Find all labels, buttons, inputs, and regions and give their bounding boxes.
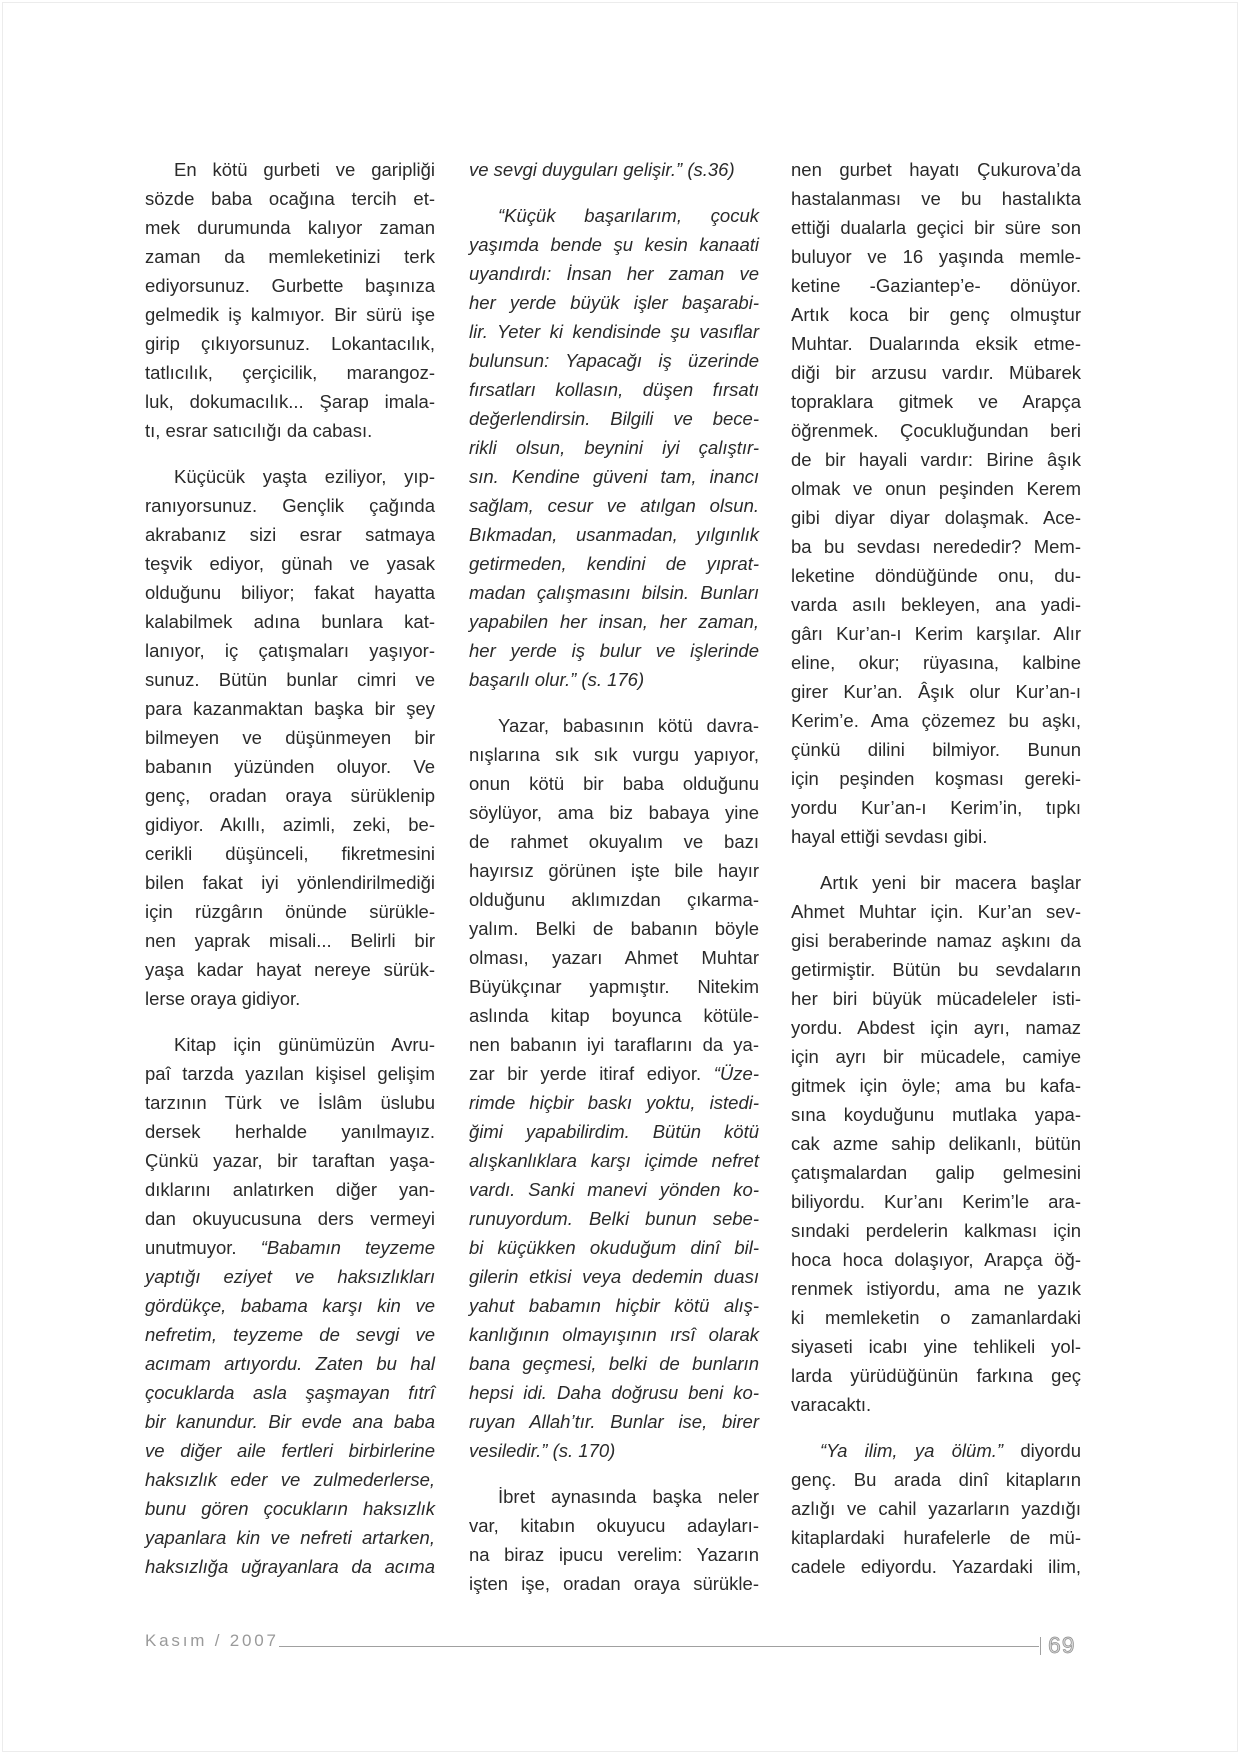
text-line: cak azme sahip delikanlı, bütün: [791, 1133, 1081, 1154]
text-line: onun kötü bir baba olduğunu: [469, 773, 759, 794]
text-line: renmek istiyordu, ama ne yazık: [791, 1278, 1081, 1299]
text-line: çünkü dilini bilmiyor. Bunun: [791, 739, 1081, 760]
text-line: yapanlara kin ve nefreti artarken,: [145, 1527, 435, 1548]
text-line: hepsi idi. Daha doğrusu beni ko-: [469, 1382, 759, 1403]
text-line: biliyordu. Kur’anı Kerim’le ara-: [791, 1191, 1081, 1212]
text-line: var, kitabın okuyucu adayları-: [469, 1515, 759, 1536]
paragraph: [791, 155, 1081, 851]
text-line: olduğunu aklımızdan çıkarma-: [469, 889, 759, 910]
text-line: vardı. Sanki manevi yönden ko-: [469, 1179, 759, 1200]
text-line: acımam artıyordu. Zaten bu hal: [145, 1353, 435, 1374]
text-line: diği bir arzusu vardır. Mübarek: [791, 362, 1081, 383]
text-line: ve sevgi duyguları gelişir.” (s.36): [469, 159, 735, 180]
text-line: [791, 1436, 1081, 1465]
text-line: gördükçe, babama karşı kin ve: [145, 1295, 435, 1316]
text-line: Ahmet Muhtar için. Kur’an sev-: [791, 901, 1081, 922]
text-line: nen yaprak misali... Belirli bir: [145, 930, 435, 951]
paragraph: [145, 155, 435, 445]
text-line: gilerin etkisi veya dedemin duası: [469, 1266, 759, 1287]
text-line: ediyorsunuz. Gurbette başınıza: [145, 275, 435, 296]
text-line: sın. Kendine güveni tam, inancı: [469, 466, 759, 487]
text-line: ruyan Allah’tır. Bunlar ise, birer: [469, 1411, 759, 1432]
text-line: aslında kitap boyunca kötüle-: [469, 1005, 759, 1026]
text-line: akrabanız sizi esrar satmaya: [145, 524, 435, 545]
text-line: ba bu sevdası nerededir? Mem-: [791, 536, 1081, 557]
text-run: diyordu: [1003, 1440, 1081, 1461]
text-line: yordu Kur’an-ı Kerim’in, tıpkı: [791, 797, 1081, 818]
text-line: yapabilen her insan, her zaman,: [469, 611, 759, 632]
text-line: Büyükçınar yapmıştır. Nitekim: [469, 976, 759, 997]
text-line: bana geçmesi, belki de bunların: [469, 1353, 759, 1374]
text-line: tı, esrar satıcılığı da cabası.: [145, 420, 373, 441]
text-line: teşvik ediyor, günah ve yasak: [145, 553, 435, 574]
text-line: runuyordum. Belki bunun sebe-: [469, 1208, 759, 1229]
text-line: kalabilmek adına bunlara kat-: [145, 611, 435, 632]
text-line: nen babanın iyi taraflarını da ya-: [469, 1034, 759, 1055]
text-line: fırsatları kollasın, düşen fırsatı: [469, 379, 759, 400]
text-line: dan okuyucusuna ders vermeyi: [145, 1208, 435, 1229]
text-line: söylüyor, ama biz babaya yine: [469, 802, 759, 823]
text-line: ketine -Gaziantep’e- dönüyor.: [791, 275, 1081, 296]
text-line: girip çıkıyorsunuz. Lokantacılık,: [145, 333, 435, 354]
paragraph: [469, 711, 759, 1465]
text-line: genç. Bu arada dinî kitapların: [791, 1469, 1081, 1490]
text-line: Kerim’e. Ama çözemez bu aşkı,: [791, 710, 1081, 731]
paragraph: [791, 1436, 1081, 1581]
text-line: de rahmet okuyalım ve bazı: [469, 831, 759, 852]
text-line: ğimi yapabilirdim. Bütün kötü: [469, 1121, 759, 1142]
text-line: yalım. Belki de babanın böyle: [469, 918, 759, 939]
column-2: [469, 155, 759, 1598]
text-line: Bıkmadan, usanmadan, yılgınlık: [469, 524, 759, 545]
text-line: sunuz. Bütün bunlar cimri ve: [145, 669, 435, 690]
text-line: yaşa kadar hayat nereye sürük-: [145, 959, 435, 980]
text-line: bunu gören çocukların haksızlık: [145, 1498, 435, 1519]
text-line: lir. Yeter ki kendisinde şu vasıflar: [469, 321, 759, 342]
text-line: yordu. Abdest için ayrı, namaz: [791, 1017, 1081, 1038]
text-run: “Üze-: [713, 1063, 759, 1084]
text-line: kitaplardaki hurafelerle de mü-: [791, 1527, 1081, 1548]
text-line: siyaseti icabı yine tehlikeli yol-: [791, 1336, 1081, 1357]
text-line: olmak ve onun peşinden Kerem: [791, 478, 1081, 499]
text-line: her biri büyük mücadeleler isti-: [791, 988, 1081, 1009]
text-line: dıklarını anlatırken diğer yan-: [145, 1179, 435, 1200]
text-line: bulunsun: Yapacağı iş üzerinde: [469, 350, 759, 371]
text-line: sına koyduğunu mutlaka yapa-: [791, 1104, 1081, 1125]
text-line: ranıyorsunuz. Gençlik çağında: [145, 495, 435, 516]
text-line: her yerde büyük işler başarabi-: [469, 292, 759, 313]
text-line: para kazanmaktan başka bir şey: [145, 698, 435, 719]
text-line: zaman da memleketinizi terk: [145, 246, 435, 267]
column-3: [791, 155, 1081, 1581]
text-line: genç, oradan oraya sürüklenip: [145, 785, 435, 806]
text-line: İbret aynasında başka neler: [498, 1486, 759, 1507]
text-line: çocuklarda asla şaşmayan fıtrî: [145, 1382, 435, 1403]
text-line: hastalanması ve bu hastalıkta: [791, 188, 1081, 209]
paragraph: [469, 201, 759, 694]
text-line: başarılı olur.” (s. 176): [469, 669, 645, 690]
text-line: eline, okur; rüyasına, kalbine: [791, 652, 1081, 673]
text-line: getirmiştir. Bütün bu sevdaların: [791, 959, 1081, 980]
text-line: ve diğer aile fertleri birbirlerine: [145, 1440, 435, 1461]
paragraph: [469, 155, 759, 184]
text-line: topraklara gitmek ve Arapça: [791, 391, 1081, 412]
text-line: haksızlığa uğrayanlara da acıma: [145, 1556, 435, 1577]
text-run: “Ya ilim, ya ölüm.”: [820, 1440, 1004, 1461]
text-line: Yazar, babasının kötü davra-: [498, 715, 759, 736]
paragraph: [469, 1482, 759, 1598]
text-line: sağlam, cesur ve atılgan olsun.: [469, 495, 759, 516]
text-line: Artık yeni bir macera başlar: [820, 872, 1081, 893]
text-line: girer Kur’an. Âşık olur Kur’an-ı: [791, 681, 1081, 702]
text-line: buluyor ve 16 yaşında memle-: [791, 246, 1081, 267]
text-line: olması, yazarı Ahmet Muhtar: [469, 947, 759, 968]
text-line: vesiledir.” (s. 170): [469, 1440, 616, 1461]
text-line: mek durumunda kalıyor zaman: [145, 217, 435, 238]
paragraph: [145, 1030, 435, 1581]
text-line: bilen fakat iyi yönlendirilmediği: [145, 872, 435, 893]
footer-rule: [279, 1646, 1039, 1647]
text-line: değerlendirsin. Bilgili ve bece-: [469, 408, 759, 429]
text-line: hayal ettiği sevdası gibi.: [791, 826, 988, 847]
text-line: bi küçükken okuduğum dinî bil-: [469, 1237, 759, 1258]
text-line: varda asılı bekleyen, ana yadi-: [791, 594, 1081, 615]
text-line: Küçücük yaşta eziliyor, yıp-: [174, 466, 435, 487]
text-line: “Küçük başarılarım, çocuk: [498, 205, 759, 226]
text-line: nen gurbet hayatı Çukurova’da: [791, 159, 1081, 180]
paragraph: [145, 462, 435, 1013]
text-line: bilmeyen ve düşünmeyen bir: [145, 727, 435, 748]
text-line: bir kanundur. Bir evde ana baba: [145, 1411, 435, 1432]
text-line: getirmeden, kendini de yıprat-: [469, 553, 759, 574]
text-line: babanın yüzünden oluyor. Ve: [145, 756, 435, 777]
text-line: luk, dokumacılık... Şarap imala-: [145, 391, 435, 412]
column-1: [145, 155, 435, 1581]
text-line: sındaki perdelerin kalkması için: [791, 1220, 1081, 1241]
footer-date: Kasım / 2007: [145, 1631, 279, 1650]
text-line: de bir hayali vardır: Birine âşık: [791, 449, 1081, 470]
text-line: paî tarzda yazılan kişisel gelişim: [145, 1063, 435, 1084]
text-line: her yerde iş bulur ve işlerinde: [469, 640, 759, 661]
text-line: için rüzgârın önünde sürükle-: [145, 901, 435, 922]
text-run: “Babamın teyzeme: [260, 1237, 435, 1258]
text-line: Artık koca bir genç olmuştur: [791, 304, 1081, 325]
paragraph: [791, 868, 1081, 1419]
text-line: hoca hoca dolaşıyor, Arapça öğ-: [791, 1249, 1081, 1270]
text-line: gitmek için öyle; ama bu kafa-: [791, 1075, 1081, 1096]
text-line: için peşinden koşması gereki-: [791, 768, 1081, 789]
text-line: kanlığının olmayışının ırsî olarak: [469, 1324, 759, 1345]
text-line: uyandırdı: İnsan her zaman ve: [469, 263, 759, 284]
text-line: nışlarına sık sık vurgu yapıyor,: [469, 744, 759, 765]
text-line: gibi diyar diyar dolaşmak. Ace-: [791, 507, 1081, 528]
text-line: lerse oraya gidiyor.: [145, 988, 301, 1009]
text-line: tatlıcılık, çerçicilik, marangoz-: [145, 362, 435, 383]
text-line: olduğunu biliyor; fakat hayatta: [145, 582, 435, 603]
text-line: En kötü gurbeti ve garipliği: [174, 159, 435, 180]
text-line: hayırsız görünen işte bile hayır: [469, 860, 759, 881]
text-line: gelmedik iş kalmıyor. Bir sürü işe: [145, 304, 435, 325]
page-number: 69: [1048, 1632, 1076, 1658]
text-line: nefretim, teyzeme de sevgi ve: [145, 1324, 435, 1345]
text-line: çatışmalardan galip gelmesini: [791, 1162, 1081, 1183]
text-line: rikli olsun, beynini iyi çalıştır-: [469, 437, 759, 458]
text-line: madan çalışmasını bilsin. Bunları: [469, 582, 759, 603]
text-line: Çünkü yazar, bir taraftan yaşa-: [145, 1150, 435, 1171]
text-run: unutmuyor.: [145, 1237, 261, 1258]
text-line: yahut babamın hiçbir kötü alış-: [469, 1295, 759, 1316]
text-line: cadele ediyordu. Yazardaki ilim,: [791, 1556, 1081, 1577]
text-line: Muhtar. Dualarında eksik etme-: [791, 333, 1081, 354]
text-line: gidiyor. Akıllı, azimli, zeki, be-: [145, 814, 435, 835]
text-line: gisi beraberinde namaz aşkını da: [791, 930, 1081, 951]
text-line: lanıyor, iç çatışmaları yaşıyor-: [145, 640, 435, 661]
text-line: Kitap için günümüzün Avru-: [174, 1034, 435, 1055]
text-line: larda yürüdüğünün farkına geç: [791, 1365, 1081, 1386]
text-line: rimde hiçbir baskı yoktu, istedi-: [469, 1092, 759, 1113]
text-line: yaptığı eziyet ve haksızlıkları: [145, 1266, 435, 1287]
text-line: varacaktı.: [791, 1394, 872, 1415]
text-line: gârı Kur’an-ı Kerim karşılar. Alır: [791, 623, 1081, 644]
text-line: tarzının Türk ve İslâm üslubu: [145, 1092, 435, 1113]
text-line: dersek herhalde yanılmayız.: [145, 1121, 435, 1142]
footer-divider: [1040, 1637, 1041, 1655]
text-line: haksızlık eder ve zulmederlerse,: [145, 1469, 435, 1490]
text-line: cerikli düşünceli, fikretmesini: [145, 843, 435, 864]
text-line: azlığı ve cahil yazarların yazdığı: [791, 1498, 1081, 1519]
text-line: [145, 1233, 435, 1262]
text-line: alışkanlıklara karşı içimde nefret: [469, 1150, 759, 1171]
text-line: için ayrı bir mücadele, camiye: [791, 1046, 1081, 1067]
text-line: ettiği dualarla geçici bir süre son: [791, 217, 1081, 238]
text-line: ki memleketin o zamanlardaki: [791, 1307, 1081, 1328]
text-line: öğrenmek. Çocukluğundan beri: [791, 420, 1081, 441]
text-line: leketine döndüğünde onu, du-: [791, 565, 1081, 586]
text-line: yaşımda bende şu kesin kanaati: [469, 234, 759, 255]
text-line: [469, 1059, 759, 1088]
text-line: işten işe, oradan oraya sürükle-: [469, 1573, 759, 1594]
text-run: zar bir yerde itiraf ediyor.: [469, 1063, 714, 1084]
text-line: na biraz ipucu verelim: Yazarın: [469, 1544, 759, 1565]
text-line: sözde baba ocağına tercih et-: [145, 188, 435, 209]
